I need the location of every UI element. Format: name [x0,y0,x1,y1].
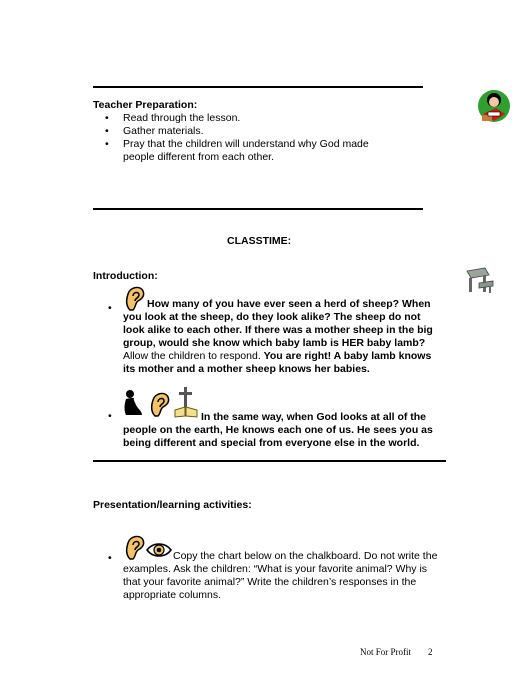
list-item: • Read through the lesson. [93,112,393,125]
section-divider [93,208,423,210]
presentation-paragraph: Copy the chart below on the chalkboard. Do not write the examples. Ask the children: “What is your favorite animal? Why is that your favorite animal?” Write the children’s responses in the appropriate columns. [123,550,438,601]
child-reading-icon [474,88,512,128]
teacher-preparation-heading: Teacher Preparation: [93,99,198,111]
bullet: • [108,410,112,422]
bullet: • [108,552,112,564]
intro-text-plain: Allow the children to respond. [123,350,264,362]
desk-icon [463,265,495,295]
teacher-preparation-list [93,112,393,164]
introduction-heading: Introduction: [93,270,158,282]
section-divider [93,86,423,88]
bullet: • [108,302,112,314]
list-item: • Pray that the children will understand why God made people different from each other. [93,138,393,164]
introduction-paragraph-2: In the same way, when God looks at all of the people on the earth, He knows each one of us. He sees you as being different and special from everyone else in the world. [123,411,433,449]
classtime-heading: CLASSTIME: [227,235,292,247]
page-number: 2 [428,647,433,657]
footer-text: Not For Profit [360,647,412,657]
intro-text-bold-b: You are right! A baby lamb knows its mother and a mother sheep knows her babies. [123,350,432,375]
introduction-paragraph-1 [123,298,445,376]
intro-text-bold-a: How many of you have ever seen a herd of sheep? When you look at the sheep, do they look alike? The sheep do not look alike to each other. If there was a mother sheep in the big group, would she know which baby lamb is HER baby lamb? [123,298,433,349]
presentation-heading: Presentation/learning activities: [93,499,252,511]
list-item: • Gather materials. [93,125,393,138]
section-divider [93,460,446,462]
